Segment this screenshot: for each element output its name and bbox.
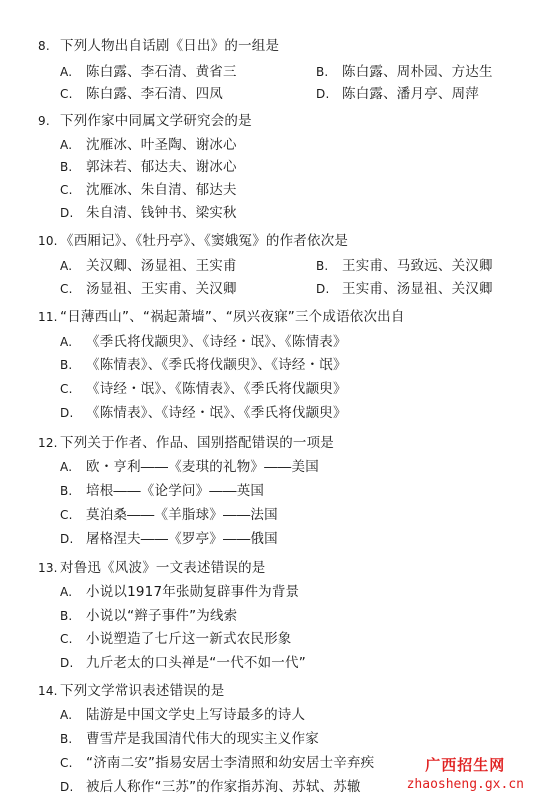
option-d: D. 王实甫、汤显祖、关汉卿 bbox=[316, 281, 493, 297]
question-stem bbox=[38, 109, 252, 129]
question-text: 《西厢记》、《牡丹亭》、《窦娥冤》的作者依次是 bbox=[60, 233, 349, 249]
option-d: D. 九斤老太的口头禅是“一代不如一代” bbox=[60, 655, 306, 671]
question-text: 对鲁迅《风波》一文表述错误的是 bbox=[60, 560, 266, 576]
question-number: 8. bbox=[38, 39, 50, 53]
option-a: A. 沈雁冰、叶圣陶、谢冰心 bbox=[60, 137, 237, 153]
option-c: C. 沈雁冰、朱自清、郁达夫 bbox=[60, 182, 237, 198]
option-b: B. 《陈情表》、《季氏将伐颛臾》、《诗经・氓》 bbox=[60, 357, 347, 373]
option-c: C. “济南二安”指易安居士李清照和幼安居士辛弃疾 bbox=[60, 755, 375, 771]
site-watermark bbox=[407, 754, 524, 792]
question-stem bbox=[38, 229, 348, 249]
option-b: B. 郭沫若、郁达夫、谢冰心 bbox=[60, 159, 237, 175]
question-stem bbox=[38, 679, 224, 699]
question-text: 下列作家中同属文学研究会的是 bbox=[60, 113, 252, 129]
option-a: A. 关汉卿、汤显祖、王实甫 bbox=[60, 258, 237, 274]
question-number: 11. bbox=[38, 310, 58, 324]
question-stem bbox=[38, 305, 405, 325]
question-number: 12. bbox=[38, 436, 58, 450]
option-c: C. 莫泊桑――《羊脂球》――法国 bbox=[60, 507, 278, 523]
question-text: 下列关于作者、作品、国别搭配错误的一项是 bbox=[60, 435, 334, 451]
question-text: 下列文学常识表述错误的是 bbox=[60, 683, 225, 699]
option-c: C. 汤显祖、王实甫、关汉卿 bbox=[60, 281, 237, 297]
question-stem bbox=[38, 431, 334, 451]
question-stem bbox=[38, 34, 279, 54]
question-number: 14. bbox=[38, 684, 58, 698]
option-b: B. 陈白露、周朴园、方达生 bbox=[316, 64, 493, 80]
option-b: B. 培根――《论学问》――英国 bbox=[60, 483, 265, 499]
watermark-name: 广西招生网 bbox=[425, 756, 506, 774]
option-d: D. 《陈情表》、《诗经・氓》、《季氏将伐颛臾》 bbox=[60, 405, 347, 421]
option-a: A. 陆游是中国文学史上写诗最多的诗人 bbox=[60, 707, 306, 723]
option-d: D. 朱自清、钱钟书、梁实秋 bbox=[60, 205, 237, 221]
option-a: A. 陈白露、李石清、黄省三 bbox=[60, 64, 237, 80]
question-text: “日薄西山”、“祸起萧墙”、“夙兴夜寐”三个成语依次出自 bbox=[60, 309, 405, 325]
option-b: B. 曹雪芹是我国清代伟大的现实主义作家 bbox=[60, 731, 319, 747]
option-c: C. 小说塑造了七斤这一新式农民形象 bbox=[60, 631, 292, 647]
option-d: D. 陈白露、潘月亭、周萍 bbox=[316, 86, 479, 102]
option-d: D. 屠格涅夫――《罗亭》――俄国 bbox=[60, 531, 278, 547]
question-number: 9. bbox=[38, 114, 50, 128]
option-b: B. 小说以“辫子事件”为线索 bbox=[60, 608, 238, 624]
watermark-url: zhaosheng.gx.cn bbox=[406, 777, 524, 792]
option-b: B. 王实甫、马致远、关汉卿 bbox=[316, 258, 493, 274]
option-a: A. 欧・亨利――《麦琪的礼物》――美国 bbox=[60, 459, 319, 475]
question-number: 13. bbox=[38, 561, 58, 575]
option-a: A. 《季氏将伐颛臾》、《诗经・氓》、《陈情表》 bbox=[60, 334, 347, 350]
option-c: C. 《诗经・氓》、《陈情表》、《季氏将伐颛臾》 bbox=[60, 381, 347, 397]
option-d: D. 被后人称作“三苏”的作家指苏洵、苏轼、苏辙 bbox=[60, 779, 361, 795]
option-a: A. 小说以1917年张勋复辟事件为背景 bbox=[60, 584, 300, 600]
question-text: 下列人物出自话剧《日出》的一组是 bbox=[60, 38, 280, 54]
question-number: 10. bbox=[38, 234, 58, 248]
option-c: C. 陈白露、李石清、四凤 bbox=[60, 86, 223, 102]
question-stem bbox=[38, 556, 266, 576]
